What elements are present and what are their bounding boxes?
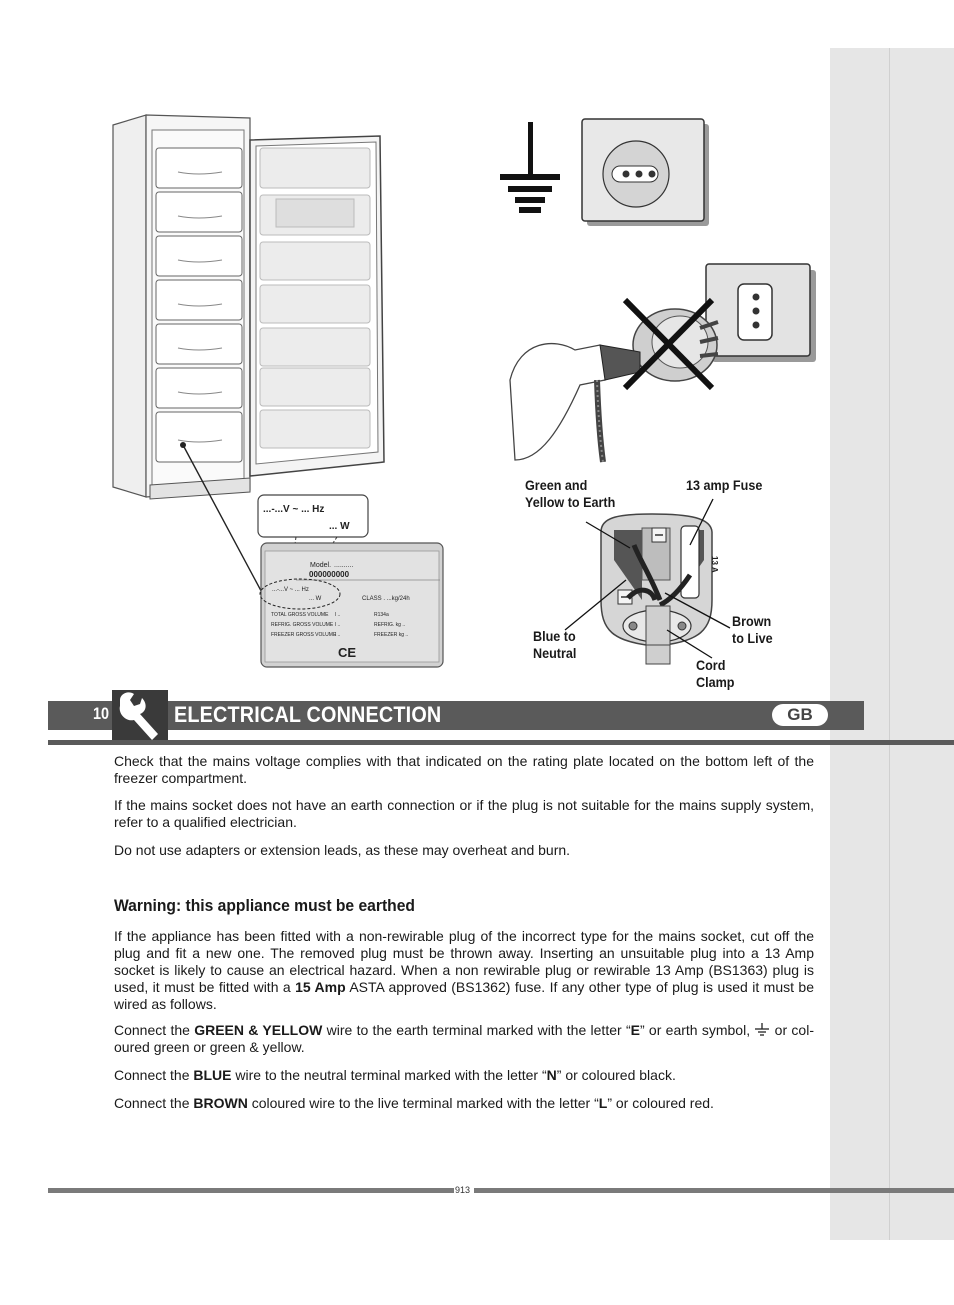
plate-row-left-1: TOTAL GROSS VOLUME [271, 612, 329, 618]
warning-heading: Warning: this appliance must be earthed [114, 896, 415, 915]
label-green-yellow: Green and Yellow to Earth [525, 477, 616, 510]
plate-row-mid-2: l .. [335, 622, 341, 628]
plate-row-left-2: REFRIG. GROSS VOLUME [271, 622, 334, 628]
wall-socket-earthed-icon [582, 119, 709, 226]
earth-symbol-icon [500, 122, 560, 213]
rating-plate [260, 543, 443, 667]
section-title: ELECTRICAL CONNECTION [174, 702, 442, 727]
earth-ground-icon [754, 1023, 770, 1037]
ce-mark: CE [338, 645, 357, 660]
plate-row-mid-1: l .. [335, 612, 341, 618]
plate-class: CLASS . ...kg/24h [362, 596, 410, 602]
rating-small-line1: ...-...V ~ ... Hz [263, 504, 325, 515]
paragraph-adapters: Do not use adapters or extension leads, as these may overheat and burn. [114, 842, 571, 858]
footer-rule-right [474, 1188, 954, 1193]
paragraph-blue-wire: Connect the BLUE wire to the neutral terminal marked with the letter “N” or coloured black. [114, 1067, 676, 1083]
footer-rule-left [48, 1188, 454, 1193]
plate-model-label: Model. [310, 562, 332, 569]
plate-serial: 000000000 [309, 570, 350, 579]
plate-row-left-3: FREEZER GROSS VOLUME [271, 632, 337, 638]
label-cord-clamp: Cord Clamp [696, 657, 735, 690]
plate-model-dots: .......... [334, 562, 354, 569]
paragraph-voltage: Check that the mains voltage complies with that indicated on the rating plate located on the bottom left of the freezer compartment. [114, 753, 814, 786]
language-badge: GB [772, 704, 828, 726]
wrench-icon [112, 690, 168, 742]
uk-plug-wiring-diagram [565, 499, 730, 664]
header-rule [48, 740, 954, 745]
paragraph-plug-fuse: If the appliance has been fitted with a non-rewirable plug of the incorrect type for the mains socket, cut off the plug and fit a new one. The removed plug must be thrown away. Inserting an unsuitable plug into a 13 Amp socket is likely to cause an electrical hazard. When a non rewirable plug or rewirable 13 Amp (BS1363) plug is used, it must be fitted with a 15 Amp ASTA approved (BS1362) fuse. If any other type of plug is used it must be wired as follows. [114, 928, 814, 1012]
wall-socket-incorrect-plug-illustration [510, 264, 816, 462]
label-fuse: 13 amp Fuse [686, 477, 763, 493]
label-brown: Brown to Live [732, 613, 773, 646]
plate-row-right-2: REFRIG. kg .. [374, 622, 406, 628]
plate-row-mid-3: l .. [335, 632, 341, 638]
footer-code: 913 [455, 1185, 471, 1195]
plate-w-line: ... W [309, 596, 322, 602]
fuse-text: 13 A [710, 556, 719, 573]
label-blue: Blue to Neutral [533, 628, 577, 661]
rating-small-line2: ... W [329, 521, 350, 532]
plate-row-right-3: FREEZER kg .. [374, 632, 409, 638]
paragraph-earth-connection: If the mains socket does not have an earth connection or if the plug is not suitable for the mains supply system, refer to a qualified electrician. [114, 797, 814, 830]
section-header-bar [48, 701, 864, 730]
page-number: 10 [93, 704, 110, 723]
plate-v-line: ...-...V ~ ... Hz [272, 587, 309, 593]
plate-row-right-1: R134a [374, 612, 389, 618]
paragraph-green-yellow-wire: Connect the GREEN & YELLOW wire to the earth terminal marked with the letter “E” or earth symbol, or col-oured green or green & yellow. [114, 1022, 814, 1055]
paragraph-brown-wire: Connect the BROWN coloured wire to the live terminal marked with the letter “L” or coloured red. [114, 1095, 714, 1111]
